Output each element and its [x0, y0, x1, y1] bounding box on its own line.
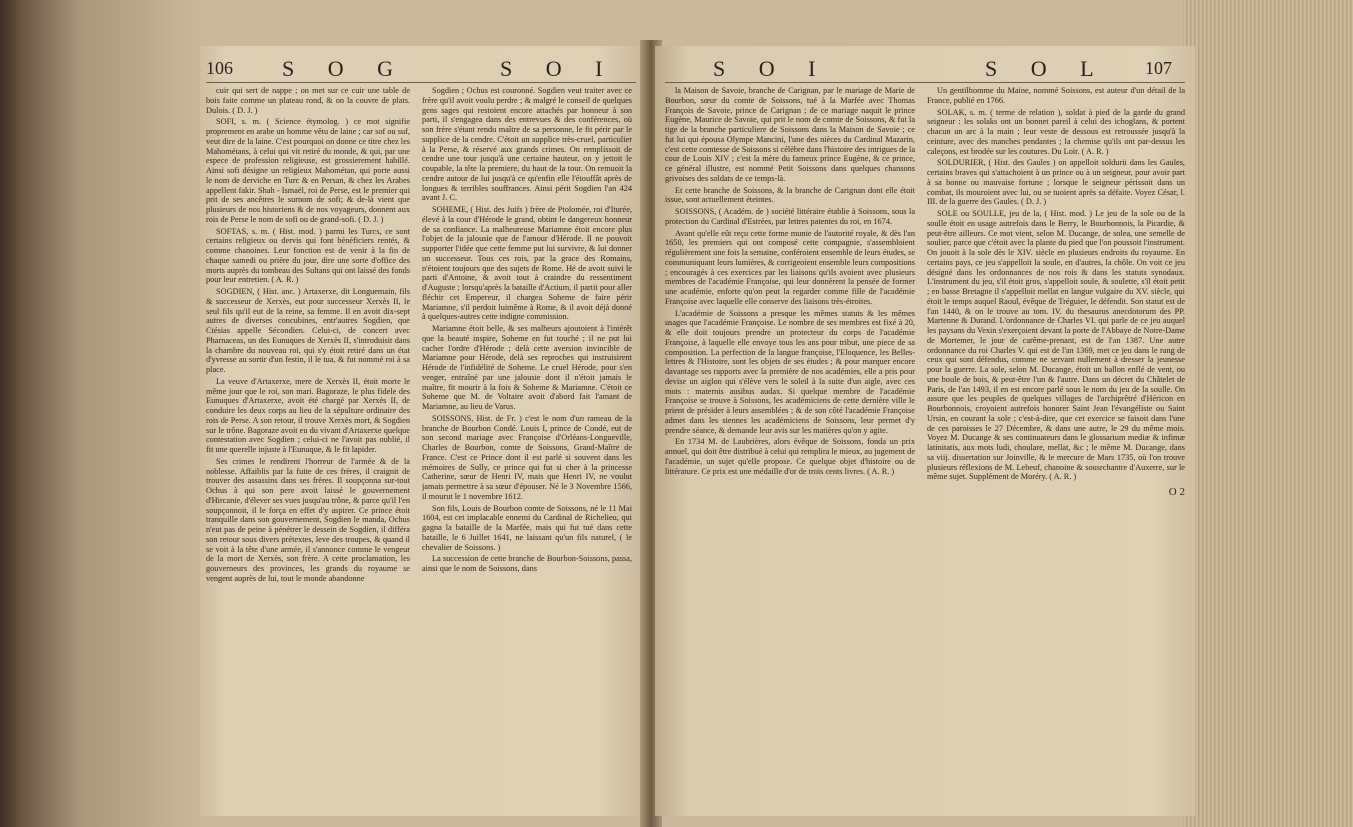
paragraph: la Maison de Savoie, branche de Carignan, par le mariage de Marie de Bourbon, sœur du comte de Soissons, tué à la Marfée avec Thomas François de Savoie, prince de Carignan ; de ce mariage naquit le prince Eugène, Maurice de Savoie, qui prit le nom de comte de Soissons, & fut la tige de la branche particuliere de Soissons dans la Maison de Savoie ; ce fut lui qui épousa Olympe Mancini, l'une des nièces du Cardinal Mazarin, c'est cette comtesse de Soissons si célèbre dans l'histoire des intrigues de la cour de Louis XIV ; c'est la mère du fameux prince Eugène, & ce prince, ce général illustre, est nommé Petit Soissons dans quelques chansons grivoises des soldats de ce temps-là. — [665, 86, 915, 183]
header-rule-right — [665, 82, 1185, 83]
running-head-left: S O G — [282, 56, 408, 81]
left-column-a — [206, 86, 410, 808]
paragraph: Mariamne étoit belle, & ses malheurs ajoutoient à l'intérêt que la beauté inspire, Soheme en fut touché ; il ne put lui cacher l'ordre d'Hérode ; delà cette aversion invincible de Mariamne pour Hérode, delà ses reproches qui instruisirent Hérode de l'infidélité de Soheme. Le cruel Hérode, pour s'en venger, entraîné par une jalousie dont il n'étoit jamais le maître, fit mourir à la fois & Soheme & Mariamne. C'étoit ce Soheme que M. de Voltaire avoit d'abord fait l'amant de Mariamne, au lieu de Varus. — [422, 324, 632, 411]
paragraph: SOFI, s. m. ( Science étymolog. ) ce mot signifie proprement en arabe un homme vêtu de laine ; car sof ou suf, veut dire de la laine. C'est pourquoi on donne ce titre chez les Mahométans, à celui qui vit retiré du monde, & qui, par une espece de profession religieuse, est grossierement habillé. Ainsi sofi désigne un religieux Mahométan, qui porte aussi le nom de derviche en Turc & en Persan, & chez les Arabes appellent fakir. Shah - Ismaël, roi de Perse, est le premier qui prit de ses ancêtres le surnom de sofi; & de-là vient que plusieurs de nos historiens & de nos voyageurs, donnent aux rois de Perse le nom de sofi ou de grand-sofi. ( D. J. ) — [206, 117, 410, 224]
paragraph: SOLE ou SOULLE, jeu de la, ( Hist. mod. ) Le jeu de la sole ou de la soulle étoit en usage autrefois dans le Berry, le Bourbonnois, la Picardie, & peut-être ailleurs. Ce mot vient, selon M. Ducange, de solea, une semelle de soulier, parce que c'étoit avec la plante du pied que l'on poussoit l'instrument. On jouoit à la sole dès le XIV. siècle en plusieurs endroits du royaume. En certains pays, ce jeu s'appelloit la soule, en d'autres, la chôle. On voit ce jeu désigné dans les ordonnances de nos rois & dans les statuts synodaux. L'instrument du jeu, s'il étoit gros, s'appelloit soule, & soulette, s'il étoit petit ; en basse Bretagne il s'appelloit mellat en langue vulgaire du XV. siècle, qui étoit le temps auquel Raoul, évêque de Tréguier, le défendit. Son statut est de l'an 1440, & on le trouve au tom. IV. du thesaurus anecdotorum des PP. Martenne & Durand. L'ordonnance de Charles VI. qui parle de ce jeu auquel les paysans du Vexin s'exerçoient devant la porte de l'Abbaye de Notre-Dame de Mortemer, le jour de carême-prenant, est de l'an 1387. Une autre ordonnance du roi Charles V. qui est de l'an 1369, met ce jeu dans le rang de ceux qui sont défendus, comme ne servant nullement à dresser la jeunesse pour la guerre. La sole, selon M. Ducange, étoit un ballon enflé de vent, ou une boule de bois, & peut-être l'un & l'autre. Dans un décret du Châtelet de Paris, de l'an 1493, il en est encore parlé sous le nom du jeu de la soulle. On assure que les peuples de quelques villages de l'archiprêtré d'Héricon en Bourbonnois, croyoient autrefois honorer Saint Jean l'évangéliste ou Saint Ursin, en courant la sole ; c'est-à-dire, que cet exercice se faisoit dans l'une de ces paroisses le 27 Décembre, & dans une autre, le 29 du même mois. Voyez M. Ducange & ses continuateurs dans le glossarium mediæ & infimæ latinitatis, aux mots ludi, choulare, mellat, &c ; le même M. Ducange, dans sa viij. dissertation sur Joinville, & le mercure de Mars 1735, où l'on trouve plusieurs réflexions de M. Lebeuf, chanoine & sousrchantre d'Auxerre, sur le même sujet. Supplément de Moréry. ( A. R. ) — [927, 209, 1185, 482]
paragraph: SOISSONS, Hist. de Fr. ) c'est le nom d'un rameau de la branche de Bourbon Condé. Louis I, prince de Condé, eut de son second mariage avec Françoise d'Orléans-Longueville, Charles de Bourbon, comte de Soissons, Grand-Maître de France. C'est ce Prince dont il est parlé si souvent dans les mémoires de Sully, ce prince qui fut si cher à la princesse Catherine, sœur de Henri IV, mais que Henri IV, ne voulut jamais permettre à sa sœur d'épouser. Né le 3 Novembre 1566, il mourut le 1 novembre 1612. — [422, 413, 632, 501]
paragraph: SOGDIEN, ( Hist. anc. ) Artaxerxe, dit Longuemain, fils & successeur de Xerxès, eut pour successeur Xerxès II, le seul fils qu'il eut de la reine, sa femme. Il en avoit dix-sept autres de diverses concubines, entr'autres Sogdien, que Ctésias appelle Sécondien. Celui-ci, de concert avec Pharnaceas, un des Eunuques de Xerxès II, s'introduisit dans la chambre du nouveau roi, qui s'y étoit retiré dans un état d'yvresse au sortir d'un festin, il le tua, & fut nommé roi à sa place. — [206, 287, 410, 374]
paragraph: Ses crimes le rendirent l'horreur de l'armée & de la noblesse. Affaiblis par la fuite de ces frères, il craignit de trouver des assassins dans ses frères. Il soupçonna sur-tout Ochus à qui son pere avoit laissé le gouvernement d'Hircanie, d'élever ses vues jusqu'au trône, & parce qu'il l'en soupçonnoit, il le força en effet d'y aspirer. Ce prince étoit tranquille dans son gouvernement, Sogdien le manda, Ochus n'eut pas de peine à pénétrer le dessein de Sogdien, il différa son retour sous divers prétextes, leve des troupes, & quand il se voit à la tête d'une armée, il s'annonce comme le vengeur de la mort de Xerxès, son frère. A cette proclamation, les gouverneurs des provinces, les grands du royaume se vengent auprès de lui, tout le monde abandonne — [206, 456, 410, 583]
right-page — [655, 46, 1195, 816]
paragraph: SOFTAS, s. m. ( Hist. mod. ) parmi les Turcs, ce sont certains religieux ou dervis qui font bénéficiers rentés, & comme chanoines. Leur fonction est de venir à la fin de chaque samedi ou prière du jour, dire une sorte d'office des morts auprès du tombeau des Sultans qui ont laissé des fonds pour leur entretien. ( A. R. ) — [206, 226, 410, 285]
book-edge-right — [1183, 0, 1353, 827]
left-column-b — [422, 86, 632, 808]
left-page — [200, 46, 645, 816]
book-edge-left — [0, 0, 200, 827]
signature-mark: O 2 — [1168, 486, 1185, 498]
paragraph: SOHEME, ( Hist. des Juifs ) frère de Ptolomée, roi d'Iturée, élevé à la cour d'Hérode le grand, obtint le dangereux honneur de sa confiance. La malheureuse Mariamne étoit encore plus l'objet de la jalousie que de l'amour d'Hérode. Il ne pouvoit supporter l'idée que cette femme put lui survivre, & lui donner un successeur. Tous ces rois, par la grace des Romains, n'étoient toujours que des sujets de Rome. Hé de avoit suivi le parti d'Antoine, & avoit tout à craindre du ressentiment d'Auguste ; lorsqu'après la bataille d'Actium, il partit pour aller fléchir cet Empereur, il chargea Soheme de faire périr Mariamne, s'il perdoit luimême à Rome, & il avoit déjà donné à quelques-autres cette indigne commission. — [422, 205, 632, 322]
running-head-right: S O L — [985, 56, 1108, 81]
paragraph: Sogdien ; Ochus est couronné. Sogdien veut traiter avec ce frère qu'il avoit voulu perdre ; & malgré le conseil de quelques gens sages qui restoient encore attachés par honneur à son parti, il s'engagea dans des entrevues & des conférences, où son frère s'étant rendu maître de sa personne, le fit périr par le supplice de la cendre. C'étoit un supplice très-cruel, particulier à la Perse, & réservé aux grands crimes. On remplissoit de cendre une tour jusqu'à une certaine hauteur, on y jettoit le coupable, la tête la premiere, du haut de la tour. On remuoit la cendre autour de lui jusqu'à ce qu'enfin elle l'étouffât après de longues & terribles souffrances. Ainsi périt Sogdien l'an 424 avant J. C. — [422, 86, 632, 203]
page-number-right: 107 — [1145, 58, 1172, 78]
paragraph: Et cette branche de Soissons, & la branche de Carignan dont elle étoit issue, sont actuellement éteintes. — [665, 185, 915, 205]
paragraph: La succession de cette branche de Bourbon-Soissons, passa, ainsi que le nom de Soissons, dans — [422, 554, 632, 573]
running-head-left-b: S O I — [500, 56, 617, 81]
paragraph: En 1734 M. de Laubrières, alors évêque de Soissons, fonda un prix annuel, qui doit être distribué à celui qui remplira le mieux, au jugement de l'académie, un sujet qu'elle propose. Ce quelque objet d'histoire ou de littérature. Ce prix est une médaille d'or de trois cents livres. ( A. R. ) — [665, 437, 915, 476]
page-number-left: 106 — [206, 58, 233, 78]
paragraph: L'académie de Soissons a presque les mêmes statuts & les mêmes usages que l'académie Françoise. Le nombre de ses membres est fixé à 20, & elle doit toujours prendre un protecteur du corps de l'académie Françoise, à laquelle elle envoye tous les ans pour tribut, une piece de sa composition. La perfection de la langue françoise, l'Eloquence, les Belles-lettres & l'Histoire, sont les objets de ses études ; & pour marquer encore davantage ses rapports avec la première de nos académies, elle a pris pour devise un aiglon qui s'élève vers le soleil à la suite d'un aigle, avec ces mots : maternis ausibus audax. Si quelque membre de l'académie Françoise se trouve à Soissons, les académiciens de cette dernière ville le prient de présider à leurs assemblées ; & de son côté l'académie Françoise admet dans les siennes les académiciens de Soissons, leur permet d'y prendre séance, & demande leur avis sur les matières qu'on y agite. — [665, 308, 915, 435]
paragraph: SOLDURIER, ( Hist. des Gaules ) on appelloit soldurii dans les Gaules, certains braves qui s'attachoient à un prince ou à un seigneur, pour avoir part à sa bonne ou mauvaise fortune ; lorsque le seigneur périssoit dans un combat, ils mouroient avec lui, ou se tuoient après sa défaite. Voyez César, l. III. de la guerre des Gaules. ( D. J. ) — [927, 158, 1185, 207]
right-column-a — [665, 86, 915, 808]
right-page-header — [655, 52, 1195, 86]
header-rule-left — [206, 82, 636, 83]
left-page-header — [200, 52, 645, 86]
right-column-b — [927, 86, 1185, 808]
paragraph: SOLAK, s. m. ( terme de relation ), soldat à pied de la garde du grand seigneur : les solaks ont un bonnet pareil à celui des ichoglans, & portent chacun un arc à la main ; leur veste de dessous est retroussée jusqu'à la ceinture, avec des manches pendantes ; la chemise qu'ils ont par-dessus les caleçons, est brodée sur les coutures. Du Loir. ( A. R. ) — [927, 107, 1185, 156]
running-head-right-a: S O I — [713, 56, 830, 81]
paragraph: Un gentilhomme du Maine, nommé Soissons, est auteur d'un détail de la France, publié en 1766. — [927, 86, 1185, 105]
paragraph: Son fils, Louis de Bourbon comte de Soissons, né le 11 Mai 1604, est cet implacable ennemi du Cardinal de Richelieu, qui gagna la bataille de la Marfée, mais qui fut tué dans cette bataille, le 6 Juillet 1641, ne laissant qu'un fils naturel, ( le chevalier de Soissons. ) — [422, 503, 632, 552]
paragraph: La veuve d'Artaxerxe, mere de Xerxès II, étoit morte le même jour que le roi, son mari. Bagoraze, le plus fidele des Eunuques d'Artaxerxe, avoit été chargé par Xerxès II, de conduire les deux corps au lieu de la sépulture ordinaire des rois de Perse. A son retour, il trouve Xerxès mort, & Sogdien sur le trône. Bagoraze avoit eu du vivant d'Artaxerxe quelque contestation avec Sogdien ; celui-ci ne l'avoit pas oublié, il fit une querelle injuste à l'Eunuque, & le fit lapider. — [206, 376, 410, 454]
paragraph: SOISSONS, ( Académ. de ) société littéraire établie à Soissons, sous la protection du Cardinal d'Estrées, par lettres patentes du roi, en 1674. — [665, 207, 915, 226]
paragraph: Avant qu'elle eût reçu cette forme munie de l'autorité royale, & dès l'an 1650, les premiers qui ont composé cette compagnie, s'assembloient régulièrement une fois la semaine, conféroient ensemble de leurs études, se communiquant leurs lumières, & corrigeoient ensemble leurs compositions ; encouragés à ces exercices par les liaisons qu'ils avoient avec plusieurs membres de l'académie Françoise, qui leur donnèrent la pensée de former une académie, enforte qu'on peut la regarder comme fille de l'académie Françoise avec laquelle elle conserve des liaisons très-étroites. — [665, 228, 915, 306]
paragraph: cuir qui sert de nappe ; on met sur ce cuir une table de bois faite comme un plateau rond, & on la couvre de plats. Dulois. ( D. J. ) — [206, 86, 410, 115]
